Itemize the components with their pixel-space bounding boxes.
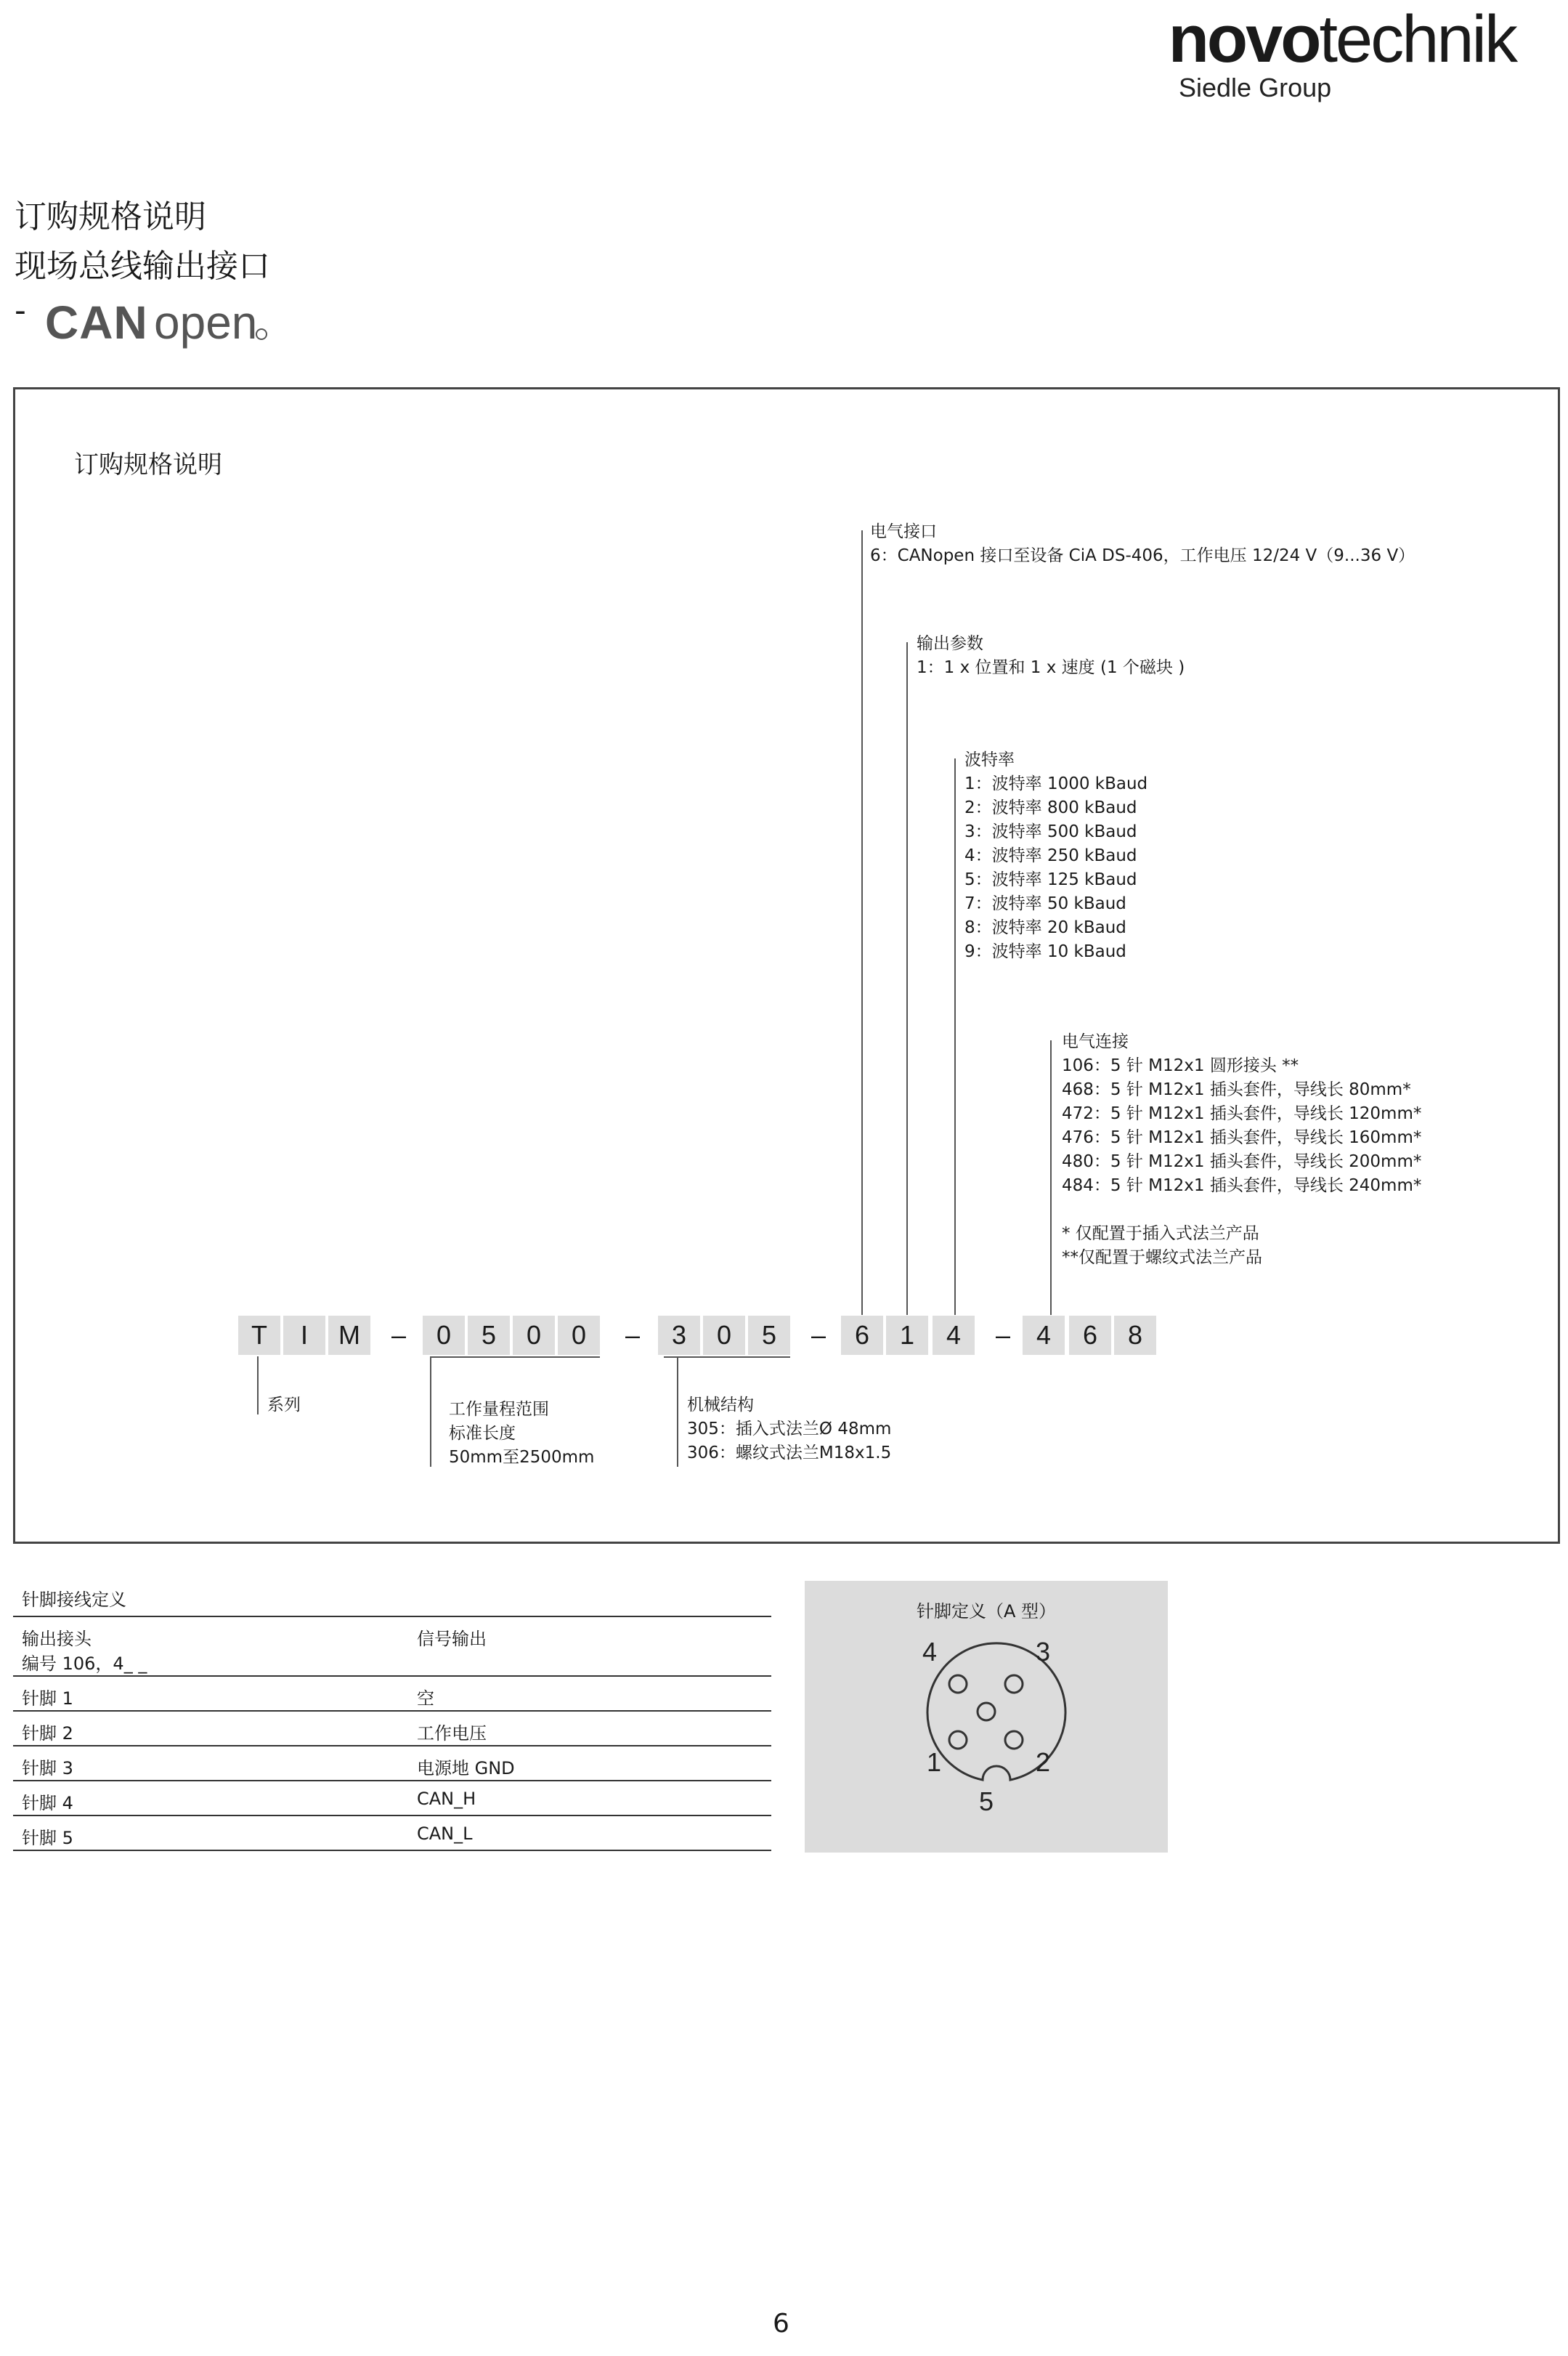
code-char: 0 [513,1316,555,1355]
brand-light: technik [1319,2,1516,76]
electrical-interface-heading: 电气接口 [870,522,937,541]
electrical-interface-item: 6：CANopen 接口至设备 CiA DS-406，工作电压 12/24 V（9...36 V） [870,546,1415,565]
code-char: 1 [886,1316,928,1355]
table-cell-pin: 针脚 3 [22,1758,73,1778]
leader-baud-rate [954,758,956,1315]
table-rule [13,1616,771,1617]
leader-electrical-interface [861,530,863,1315]
table-cell-pin: 针脚 2 [22,1723,73,1744]
code-separator: – [625,1320,641,1350]
measuring-range-item: 标准长度 [449,1424,516,1443]
baud-rate-item: 9：波特率 10 kBaud [964,942,1126,961]
table-cell-pin: 针脚 1 [22,1688,73,1709]
pin-label: 2 [1036,1747,1051,1777]
mechanical-block [687,1393,891,1465]
measuring-range-item: 50mm至2500mm [449,1448,595,1467]
code-char: I [283,1316,325,1355]
bracket-measuring-range [430,1356,600,1358]
electrical-connection-item: 480：5 针 M12x1 插头套件，导线长 200mm* [1062,1152,1422,1171]
page-title-line1: 订购规格说明 [15,198,206,235]
code-char: 0 [703,1316,745,1355]
table-rule [13,1710,771,1712]
electrical-connection-heading: 电气连接 [1062,1032,1129,1051]
pin-label: 4 [922,1637,938,1667]
table-cell-signal: CAN_L [417,1823,473,1844]
table-rule [13,1815,771,1816]
mechanical-heading: 机械结构 [687,1396,754,1414]
svg-text:CAN: CAN [45,296,148,349]
baud-rate-item: 8：波特率 20 kBaud [964,918,1126,937]
electrical-connection-footnote: **仅配置于螺纹式法兰产品 [1062,1248,1262,1267]
baud-rate-item: 1：波特率 1000 kBaud [964,774,1148,793]
pin-diagram-title: 针脚定义（A 型） [916,1601,1057,1622]
table-cell-pin: 针脚 5 [22,1828,73,1848]
code-char: 3 [658,1316,700,1355]
frame-title: 订购规格说明 [74,450,222,479]
electrical-connection-item: 476：5 针 M12x1 插头套件，导线长 160mm* [1062,1128,1422,1147]
code-char: 8 [1114,1316,1156,1355]
baud-rate-heading: 波特率 [964,750,1015,769]
code-separator: – [995,1320,1011,1350]
mechanical-item: 306：螺纹式法兰M18x1.5 [687,1444,892,1462]
code-char: 5 [468,1316,510,1355]
mechanical-item: 305：插入式法兰Ø 48mm [687,1420,892,1438]
pin-label: 3 [1036,1637,1051,1667]
code-char: M [328,1316,370,1355]
table-rule [13,1675,771,1677]
baud-rate-item: 2：波特率 800 kBaud [964,798,1137,817]
page-number: 6 [773,2309,789,2339]
code-char: 0 [423,1316,465,1355]
table-header-signal: 信号输出 [417,1629,487,1649]
connector-drawing [805,1581,1168,1853]
output-params-heading: 输出参数 [917,634,983,653]
measuring-range-block [449,1398,594,1470]
table-cell-signal: 空 [417,1688,434,1709]
measuring-range-heading: 工作量程范围 [449,1400,549,1419]
series-heading: 系列 [267,1396,301,1414]
canopen-logo [45,294,270,359]
leader-output-params [906,642,908,1315]
output-params-item: 1：1 x 位置和 1 x 速度 (1 个磁块 ) [917,658,1185,677]
pin-label: 5 [979,1786,994,1816]
code-char: 4 [1023,1316,1065,1355]
leader-electrical-connection [1050,1040,1052,1315]
table-header-connector-code: 编号 106，4_ _ [22,1653,147,1674]
novotechnik-logo [1109,2,1516,108]
code-separator: – [811,1320,826,1350]
leader-mechanical [677,1356,678,1467]
code-char: 0 [558,1316,600,1355]
table-cell-signal: 工作电压 [417,1723,487,1744]
page-title-line2: 现场总线输出接口 [15,248,270,285]
svg-text:open: open [154,296,258,349]
brand-name [1168,2,1516,76]
baud-rate-item: 7：波特率 50 kBaud [964,894,1126,913]
code-separator: – [391,1320,407,1350]
baud-rate-block [964,748,1147,964]
table-rule [13,1745,771,1746]
table-cell-signal: CAN_H [417,1789,476,1809]
bracket-mechanical [664,1356,790,1358]
electrical-connection-item: 472：5 针 M12x1 插头套件，导线长 120mm* [1062,1104,1422,1123]
series-block [267,1393,301,1417]
leader-measuring-range [430,1356,431,1467]
table-cell-signal: 电源地 GND [417,1758,515,1778]
code-char: 5 [748,1316,790,1355]
electrical-connection-item: 106：5 针 M12x1 圆形接头 ** [1062,1056,1299,1075]
table-rule [13,1850,771,1851]
output-params-block [917,632,1185,680]
table-cell-pin: 针脚 4 [22,1793,73,1813]
code-char: 6 [1069,1316,1111,1355]
electrical-interface-block [870,520,1415,568]
electrical-connection-item: 484：5 针 M12x1 插头套件，导线长 240mm* [1062,1176,1422,1195]
code-char: 6 [841,1316,883,1355]
electrical-connection-footnote: * 仅配置于插入式法兰产品 [1062,1224,1259,1243]
baud-rate-item: 5：波特率 125 kBaud [964,870,1137,889]
leader-series [257,1356,259,1414]
code-char: 4 [933,1316,975,1355]
title-dash: - [15,292,26,329]
baud-rate-item: 3：波特率 500 kBaud [964,822,1137,841]
pin-table-title: 针脚接线定义 [22,1590,126,1610]
table-rule [13,1780,771,1781]
brand-bold: novo [1168,2,1320,76]
code-char: T [238,1316,280,1355]
brand-sub: Siedle Group [1179,73,1332,102]
pin-label: 1 [927,1747,942,1777]
electrical-connection-block [1062,1030,1421,1270]
baud-rate-item: 4：波特率 250 kBaud [964,846,1137,865]
table-header-connector: 输出接头 [22,1629,92,1649]
pin-diagram [805,1581,1168,1853]
electrical-connection-item: 468：5 针 M12x1 插头套件，导线长 80mm* [1062,1080,1411,1099]
